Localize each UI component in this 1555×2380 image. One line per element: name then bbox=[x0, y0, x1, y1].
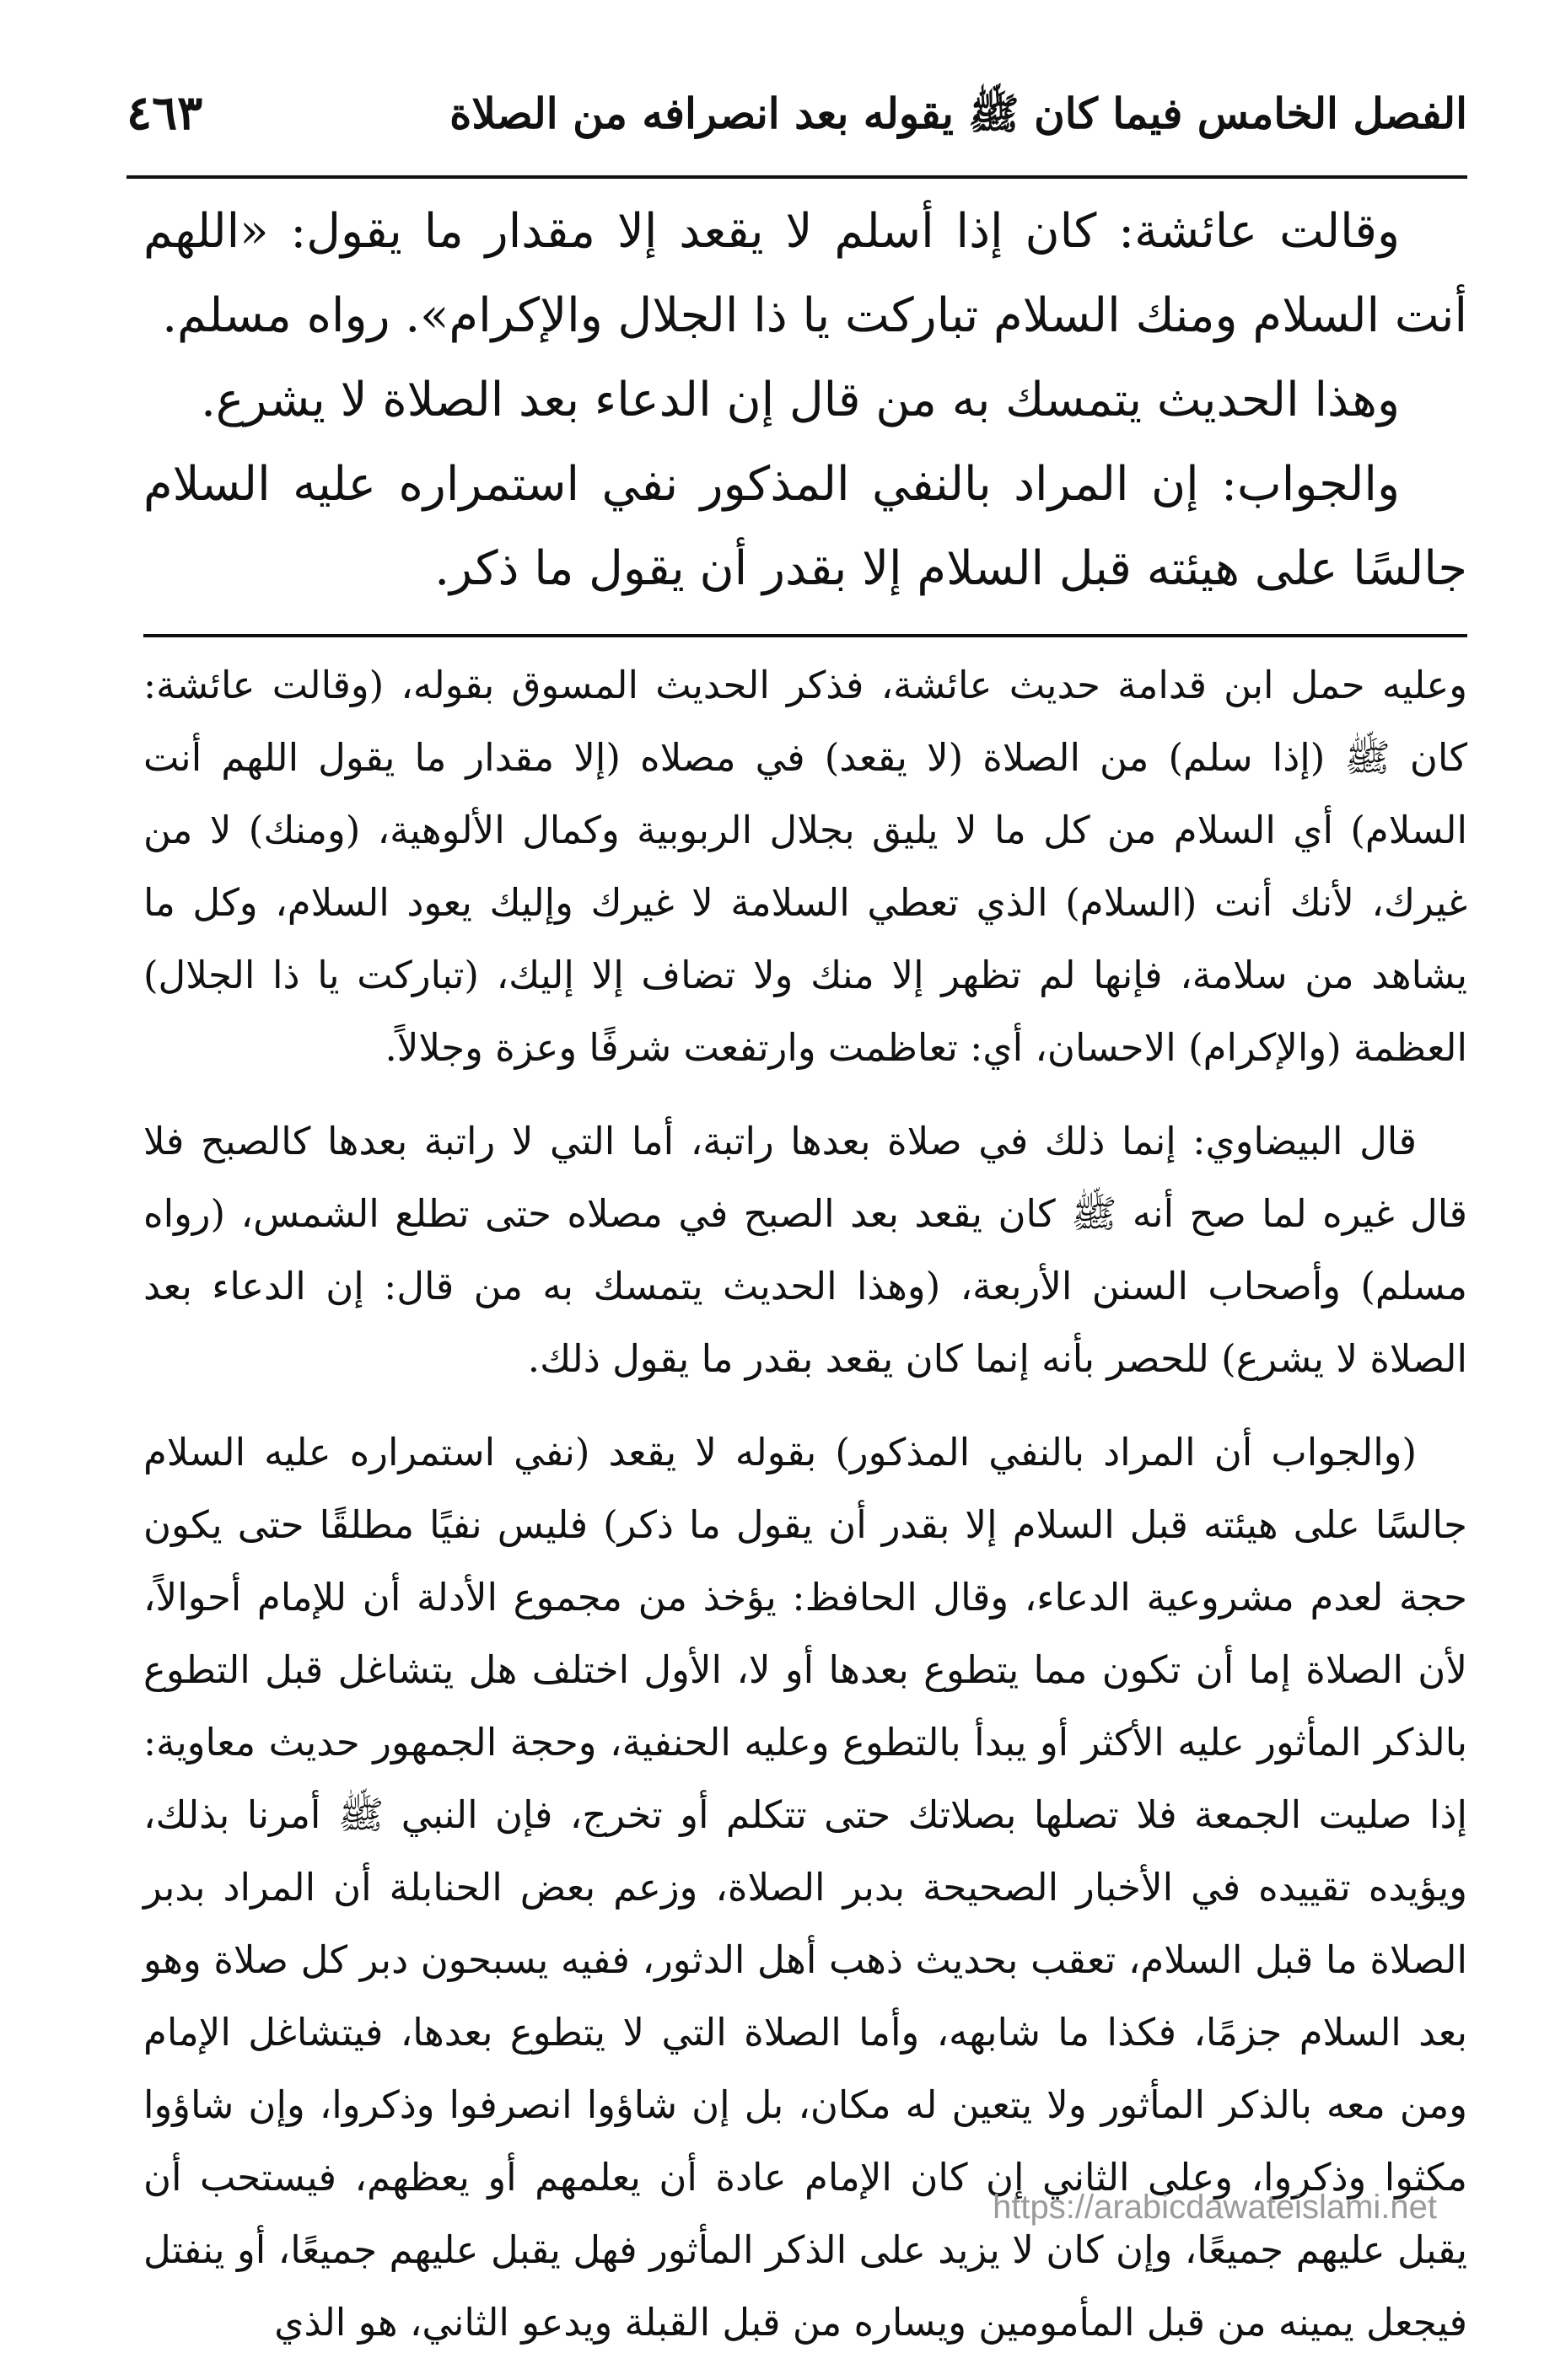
commentary-paragraph-1: وعليه حمل ابن قدامة حديث عائشة، فذكر الحديث المسوق بقوله، (وقالت عائشة: كان ﷺ (إذا سلم) من الصلاة (لا يقعد) في مصلاه (إلا مقدار ما يقول اللهم أنت السلام) أي السلام من كل ما لا يليق بجلال الربوبية وكمال الألوهية، (ومنك) لا من غيرك، لأنك أنت (السلام) الذي تعطي السلامة لا غيرك وإليك يعود السلام، وكل ما يشاهد من سلامة، فإنها لم تظهر إلا منك ولا تضاف إلا إليك، (تباركت يا ذا الجلال) العظمة (والإكرام) الاحسان، أي: تعاظمت وارتفعت شرفًا وعزة وجلالاً. bbox=[143, 663, 1467, 1070]
commentary-paragraph-2: قال البيضاوي: إنما ذلك في صلاة بعدها راتبة، أما التي لا راتبة بعدها كالصبح فلا قال غيره لما صح أنه ﷺ كان يقعد بعد الصبح في مصلاه حتى تطلع الشمس، (رواه مسلم) وأصحاب السنن الأربعة، (وهذا الحديث يتمسك به من قال: إن الدعاء بعد الصلاة لا يشرع) للحصر بأنه إنما كان يقعد بقدر ما يقول ذلك. bbox=[143, 1119, 1467, 1381]
main-paragraph-3: والجواب: إن المراد بالنفي المذكور نفي استمراره عليه السلام جالسًا على هيئته قبل السلام إلا بقدر أن يقول ما ذكر. bbox=[143, 457, 1467, 596]
main-text-block bbox=[143, 190, 1467, 611]
commentary-block bbox=[143, 649, 1467, 2380]
main-paragraph-2: وهذا الحديث يتمسك به من قال إن الدعاء بعد الصلاة لا يشرع. bbox=[201, 373, 1400, 427]
main-paragraph-1: وقالت عائشة: كان إذا أسلم لا يقعد إلا مقدار ما يقول: «اللهم أنت السلام ومنك السلام تباركت يا ذا الجلال والإكرام». رواه مسلم. bbox=[143, 204, 1467, 343]
header-divider bbox=[126, 175, 1467, 179]
chapter-title: الفصل الخامس فيما كان ﷺ يقوله بعد انصرافه من الصلاة bbox=[449, 89, 1467, 138]
page-number: ٤٦٣ bbox=[126, 85, 203, 141]
watermark-url: https://arabicdawateislami.net bbox=[993, 2189, 1437, 2226]
commentary-divider bbox=[143, 634, 1467, 637]
commentary-paragraph-3: (والجواب أن المراد بالنفي المذكور) بقوله لا يقعد (نفي استمراره عليه السلام جالسًا على هيئته قبل السلام إلا بقدر أن يقول ما ذكر) فليس نفيًا مطلقًا حتى يكون حجة لعدم مشروعية الدعاء، وقال الحافظ: يؤخذ من مجموع الأدلة أن للإمام أحوالاً، لأن الصلاة إما أن تكون مما يتطوع بعدها أو لا، الأول اختلف هل يتشاغل قبل التطوع بالذكر المأثور عليه الأكثر أو يبدأ بالتطوع وعليه الحنفية، وحجة الجمهور حديث معاوية: إذا صليت الجمعة فلا تصلها بصلاتك حتى تتكلم أو تخرج، فإن النبي ﷺ أمرنا بذلك، ويؤيده تقييده في الأخبار الصحيحة بدبر الصلاة، وزعم بعض الحنابلة أن المراد بدبر الصلاة ما قبل السلام، تعقب بحديث ذهب أهل الدثور، ففيه يسبحون دبر كل صلاة وهو بعد السلام جزمًا، فكذا ما شابهه، وأما الصلاة التي لا يتطوع بعدها، فيتشاغل الإمام ومن معه بالذكر المأثور ولا يتعين له مكان، بل إن شاؤوا انصرفوا وذكروا، وإن شاؤوا مكثوا وذكروا، وعلى الثاني إن كان الإمام عادة أن يعلمهم أو يعظهم، فيستحب أن يقبل عليهم جميعًا، وإن كان لا يزيد على الذكر المأثور فهل يقبل عليهم جميعًا، أو ينفتل فيجعل يمينه من قبل المأمومين ويساره من قبل القبلة ويدعو الثاني، هو الذي bbox=[143, 1430, 1468, 2345]
page-header bbox=[126, 80, 1467, 169]
